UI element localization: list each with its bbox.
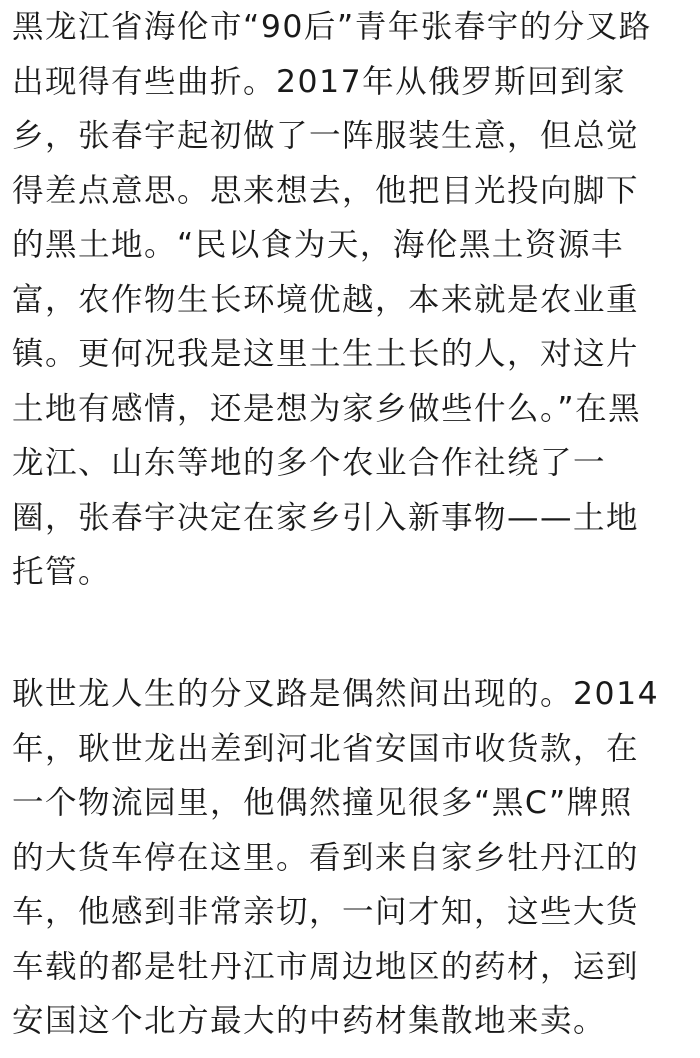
text-line: 托管。 [12, 554, 112, 590]
text-line: 圈，张春宇决定在家乡引入新事物——土地 [12, 499, 640, 536]
text-line: 的大货车停在这里。看到来自家乡牡丹江的 [12, 839, 640, 876]
text-line: 一个物流园里，他偶然撞见很多“黑C”牌照 [12, 785, 633, 821]
text-line: 的黑土地。“民以食为天，海伦黑土资源丰 [12, 227, 624, 263]
text-line: 安国这个北方最大的中药材集散地来卖。 [12, 1003, 607, 1039]
text-line: 车载的都是牡丹江市周边地区的药材，运到 [12, 948, 640, 985]
text-line: 镇。更何况我是这里土生土长的人，对这片 [12, 336, 640, 372]
text-line: 车，他感到非常亲切，一问才知，这些大货 [12, 894, 640, 930]
text-line: 得差点意思。思来想去，他把目光投向脚下 [12, 172, 640, 209]
text-line: 富，农作物生长环境优越，本来就是农业重 [12, 281, 640, 318]
text-line: 土地有感情，还是想为家乡做些什么。”在黑 [12, 390, 642, 427]
paragraph-geng-shilong [12, 667, 700, 1049]
text-line: 出现得有些曲折。2017年从俄罗斯回到家 [12, 63, 627, 100]
text-line: 耿世龙人生的分叉路是偶然间出现的。2014 [12, 676, 660, 712]
text-line: 黑龙江省海伦市“90后”青年张春宇的分叉路 [12, 9, 652, 45]
paragraph-zhang-chunyu [12, 0, 700, 600]
text-line: 年，耿世龙出差到河北省安国市收货款，在 [12, 730, 640, 767]
text-line: 龙江、山东等地的多个农业合作社绕了一 [12, 445, 607, 481]
text-line: 乡，张春宇起初做了一阵服装生意，但总觉 [12, 118, 640, 154]
